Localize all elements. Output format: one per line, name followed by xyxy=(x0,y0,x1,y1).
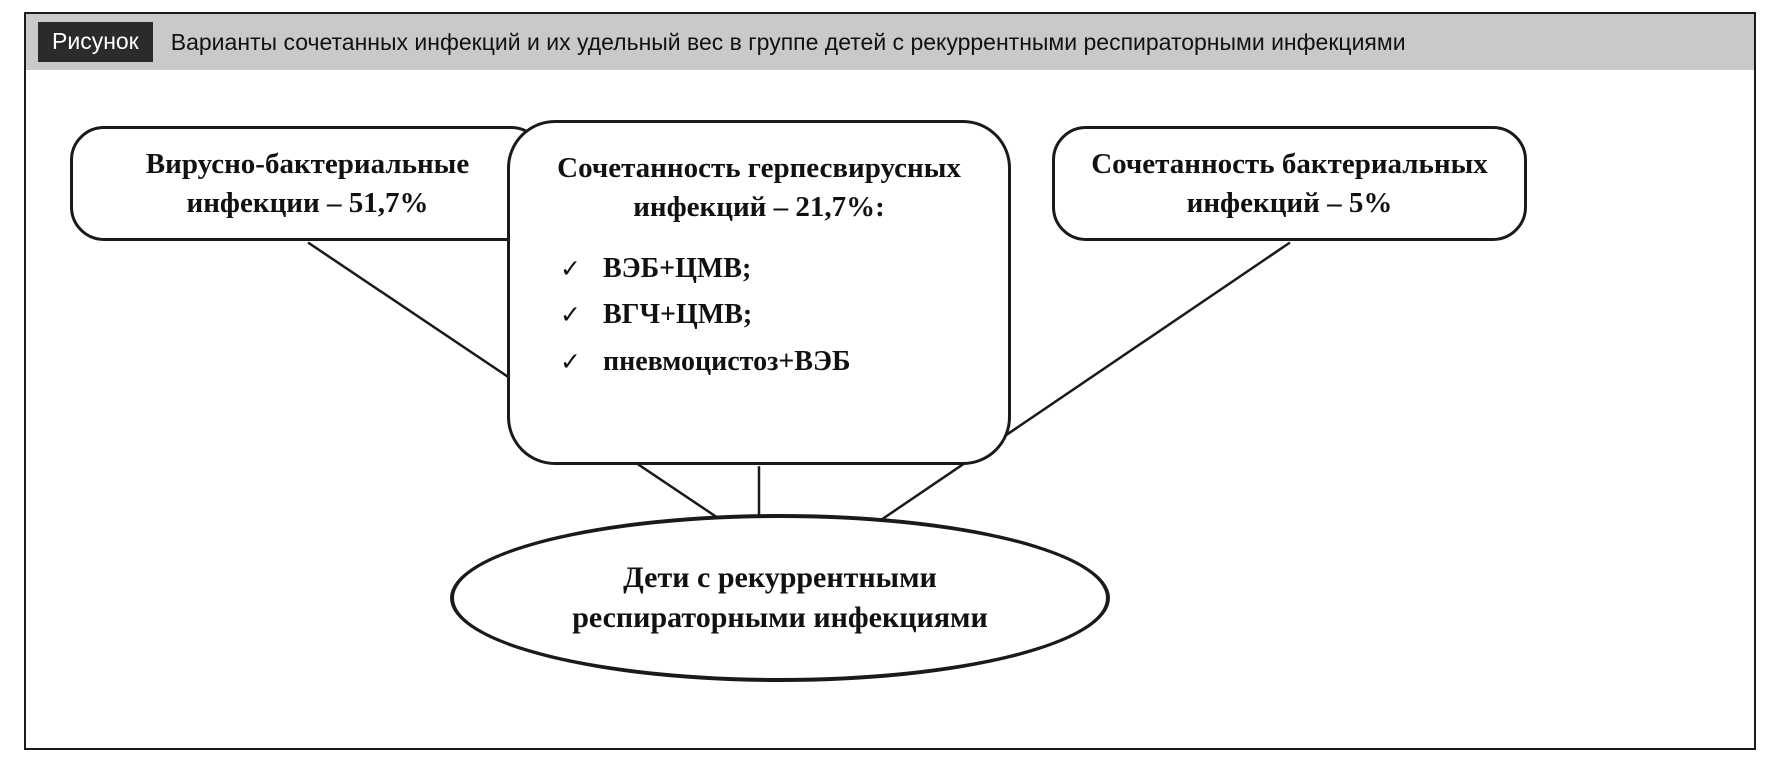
list-item-label: ВГЧ+ЦМВ; xyxy=(602,299,753,331)
diagram-canvas xyxy=(24,70,1756,750)
node-viral-bacterial-line1: Вирусно-бактериальные xyxy=(145,148,470,181)
list-item-label: пневмоцистоз+ВЭБ xyxy=(602,345,851,377)
node-herpesvirus-coinfection[interactable] xyxy=(507,120,1011,465)
herpesvirus-combination-list xyxy=(540,253,978,378)
figure-label-tag: Рисунок xyxy=(38,22,153,62)
figure-caption-text: Варианты сочетанных инфекций и их удельный вес в группе детей с рекуррентными респираторными инфекциями xyxy=(170,28,1406,55)
node-herpesvirus-header xyxy=(540,149,978,227)
node-children-line1: Дети с рекуррентными xyxy=(623,560,937,594)
figure-caption-bar xyxy=(24,12,1756,72)
node-children-recurrent-respiratory-infections[interactable] xyxy=(450,514,1110,682)
node-bacterial-line2: инфекций – 5% xyxy=(1186,186,1393,219)
checkmark-icon: ✓ xyxy=(560,302,581,330)
list-item xyxy=(560,299,978,331)
node-viral-bacterial-infections[interactable] xyxy=(70,126,545,241)
node-bacterial-line1: Сочетанность бактериальных xyxy=(1091,148,1488,181)
node-children-line2: респираторными инфекциями xyxy=(572,601,988,634)
node-viral-bacterial-line2: инфекции – 51,7% xyxy=(186,186,429,219)
list-item xyxy=(560,346,978,378)
node-bacterial-infections[interactable] xyxy=(1052,126,1527,241)
node-herpesvirus-header-line1: Сочетанность герпесвирусных xyxy=(557,152,961,184)
checkmark-icon: ✓ xyxy=(560,256,581,284)
checkmark-icon: ✓ xyxy=(560,348,581,376)
figure-container xyxy=(24,12,1756,750)
list-item xyxy=(560,253,978,285)
node-herpesvirus-header-line2: инфекций – 21,7%: xyxy=(633,191,885,224)
list-item-label: ВЭБ+ЦМВ; xyxy=(602,253,752,285)
